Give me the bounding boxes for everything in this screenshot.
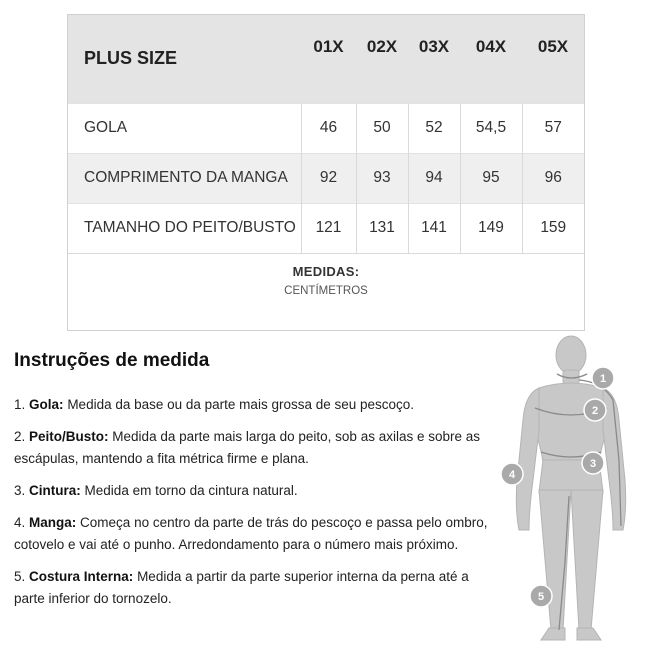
instruction-item — [14, 426, 494, 470]
table-cell: 96 — [522, 153, 584, 203]
units-value: CENTÍMETROS — [284, 285, 368, 297]
body-figure — [495, 330, 660, 660]
marker-1-icon — [592, 367, 614, 389]
instruction-term: Costura Interna: — [29, 569, 134, 584]
table-cell: 121 — [301, 203, 356, 253]
column-header: 01X — [313, 37, 344, 56]
row-label: TAMANHO DO PEITO/BUSTO — [68, 203, 301, 253]
instruction-item — [14, 566, 494, 610]
column-header: 05X — [537, 37, 569, 56]
column-header: 04X — [475, 37, 507, 56]
table-cell: 52 — [408, 103, 460, 153]
instruction-text: Medida em torno da cintura natural. — [84, 483, 298, 498]
table-row — [68, 203, 584, 253]
instruction-number: 5. — [14, 569, 26, 584]
instruction-text: Medida da parte mais larga do peito, sob as axilas e sobre as escápulas, mantendo a fita métrica firme e plana. — [14, 429, 481, 466]
table-cell: 141 — [408, 203, 460, 253]
instruction-item — [14, 480, 494, 502]
instruction-term: Manga: — [29, 515, 77, 530]
instruction-number: 1. — [14, 397, 26, 412]
table-cell: 95 — [460, 153, 522, 203]
table-cell: 54,5 — [460, 103, 522, 153]
table-header-row — [68, 15, 584, 103]
svg-text:2: 2 — [591, 405, 599, 417]
instruction-text: Medida da base ou da parte mais grossa de seu pescoço. — [67, 397, 415, 412]
svg-text:4: 4 — [508, 469, 516, 481]
size-table-panel — [67, 14, 585, 331]
table-cell: 92 — [301, 153, 356, 203]
table-title: PLUS SIZE — [84, 47, 178, 68]
table-cell: 159 — [522, 203, 584, 253]
instruction-number: 3. — [14, 483, 26, 498]
instructions-heading: Instruções de medida — [14, 350, 210, 371]
instruction-term: Gola: — [29, 397, 64, 412]
body-figure-illustration — [495, 330, 660, 660]
column-header: 02X — [366, 37, 398, 56]
instruction-item — [14, 394, 494, 416]
table-cell: 149 — [460, 203, 522, 253]
instruction-text: Começa no centro da parte de trás do pescoço e passa pelo ombro, cotovelo e vai até o punho. Arredondamento para o número mais próximo. — [14, 515, 488, 552]
table-cell: 94 — [408, 153, 460, 203]
table-cell: 50 — [356, 103, 408, 153]
instruction-item — [14, 512, 494, 556]
measurement-instructions — [14, 350, 494, 620]
column-header: 03X — [418, 37, 450, 56]
table-cell: 57 — [522, 103, 584, 153]
marker-3-icon — [582, 452, 604, 474]
row-label: COMPRIMENTO DA MANGA — [68, 153, 301, 203]
units-note — [68, 253, 584, 297]
svg-text:5: 5 — [537, 591, 545, 603]
table-cell: 131 — [356, 203, 408, 253]
instruction-number: 2. — [14, 429, 26, 444]
row-label: GOLA — [68, 103, 301, 153]
instruction-term: Peito/Busto: — [29, 429, 109, 444]
svg-text:1: 1 — [599, 373, 607, 385]
table-row — [68, 103, 584, 153]
table-row — [68, 153, 584, 203]
svg-text:3: 3 — [589, 458, 597, 470]
marker-5-icon — [530, 585, 552, 607]
table-cell: 93 — [356, 153, 408, 203]
instruction-text: Medida a partir da parte superior interna da perna até a parte inferior do tornozelo. — [14, 569, 469, 606]
instruction-term: Cintura: — [29, 483, 81, 498]
marker-4-icon — [501, 463, 523, 485]
table-cell: 46 — [301, 103, 356, 153]
instruction-number: 4. — [14, 515, 26, 530]
size-table — [68, 15, 584, 253]
marker-2-icon — [584, 399, 606, 421]
units-label: MEDIDAS: — [292, 264, 360, 279]
